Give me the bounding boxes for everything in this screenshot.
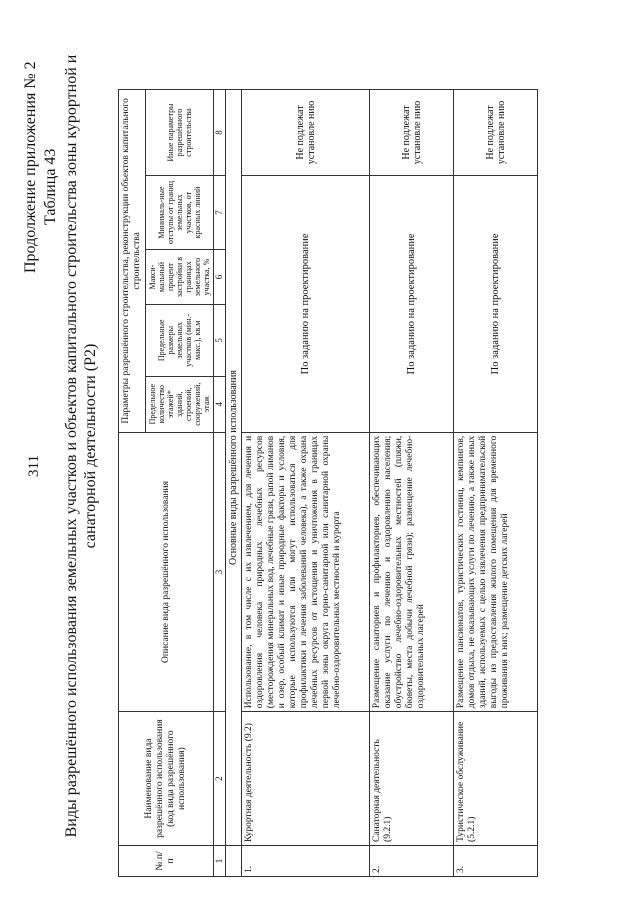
row-other: Не подлежат установле нию xyxy=(454,90,538,176)
row-other: Не подлежат установле нию xyxy=(370,90,454,176)
table-number: Таблица 43 xyxy=(42,148,59,225)
column-number: 3 xyxy=(214,432,226,711)
row-params: По заданию на проектирование xyxy=(242,176,370,433)
page-number: 311 xyxy=(26,455,42,477)
section-title: Основные виды разрешённого использования xyxy=(226,90,242,846)
column-number: 6 xyxy=(214,250,226,305)
table-row xyxy=(242,90,370,877)
row-description: Использование, в том числе с их извлечением, для лечения и оздоровления человека природных лечебных ресурсов (месторождения минеральных вод, лечебные грязи, рапой лиманов и озер, особый климат и иные природные факторы и условия, которые используются или могут использоваться для профилактики и лечения заболеваний человека), а также охрана лечебных ресурсов от истощения и уничтожения в границах первой зоны округа горно-санитарной или санитарной охраны лечебно-оздоровительных местностей и курорта xyxy=(242,432,370,711)
table-title: Виды разрешённого использования земельных участков и объектов капитального строительства зоны курортной и санаторной деятельности (Р2) xyxy=(63,54,99,838)
header-plot-size: Предельные размеры земельных участков (мин.-макс.), кв.м xyxy=(146,305,214,377)
column-number: 1 xyxy=(214,845,226,876)
header-floors: Предельное количество этажей* зданий, строений, сооружений, этаж xyxy=(146,376,214,432)
header-other-params: Иные параметры разрешённого строительства xyxy=(146,90,214,176)
row-description: Размещение санаториев и профилакториев, обеспечивающих оказание услуги по лечению и оздоровлению населения; обустройство лечебно-оздоровительных местностей (пляжи, бюветы, места добычи лечебной грязи); размещение лечебно-оздоровительных лагерей xyxy=(370,432,454,711)
zoning-table xyxy=(118,89,538,877)
column-number: 8 xyxy=(214,90,226,176)
header-name: Наименование вида разрешённого использования (код вида разрешённого использования) xyxy=(119,712,214,846)
row-params: По заданию на проектирование xyxy=(454,176,538,433)
appendix-label: Продолжение приложения № 2 xyxy=(22,61,39,273)
column-number-row xyxy=(214,90,226,877)
header-description: Описание вида разрешённого использования xyxy=(119,432,214,711)
table-row xyxy=(454,90,538,877)
row-num: 1. xyxy=(242,845,370,876)
row-name: Туристическое обслуживание (5.2.1) xyxy=(454,712,538,846)
row-params: По заданию на проектирование xyxy=(370,176,454,433)
row-description: Размещение пансионатов, туристических гостиниц, кемпингов, домов отдыха, не оказывающих услуги по лечению, а также иных зданий, используемых с целью извлечения предпринимательской выгоды из предоставления жилого помещения для временного проживания в них; размещение детских лагерей xyxy=(454,432,538,711)
row-name: Санаторная деятельность (9.2.1) xyxy=(370,712,454,846)
header-params-group: Параметры разрешённого строительства, реконструкции объектов капитального строительства xyxy=(119,90,146,433)
header-min-setback: Минималь-ные отступы от границ земельных участков, от красных линий xyxy=(146,176,214,250)
row-other: Не подлежат установле нию xyxy=(242,90,370,176)
header-num: № п/п xyxy=(119,845,214,876)
row-num: 2. xyxy=(370,845,454,876)
header-max-coverage: Макси-мальный процент застройки в границах земельного участка, % xyxy=(146,250,214,305)
column-number: 7 xyxy=(214,176,226,250)
column-number: 2 xyxy=(214,712,226,846)
table-row xyxy=(370,90,454,877)
column-number: 4 xyxy=(214,376,226,432)
header-row-1 xyxy=(119,90,146,877)
section-row xyxy=(226,90,242,877)
column-number: 5 xyxy=(214,305,226,377)
row-name: Курортная деятельность (9.2) xyxy=(242,712,370,846)
row-num: 3. xyxy=(454,845,538,876)
